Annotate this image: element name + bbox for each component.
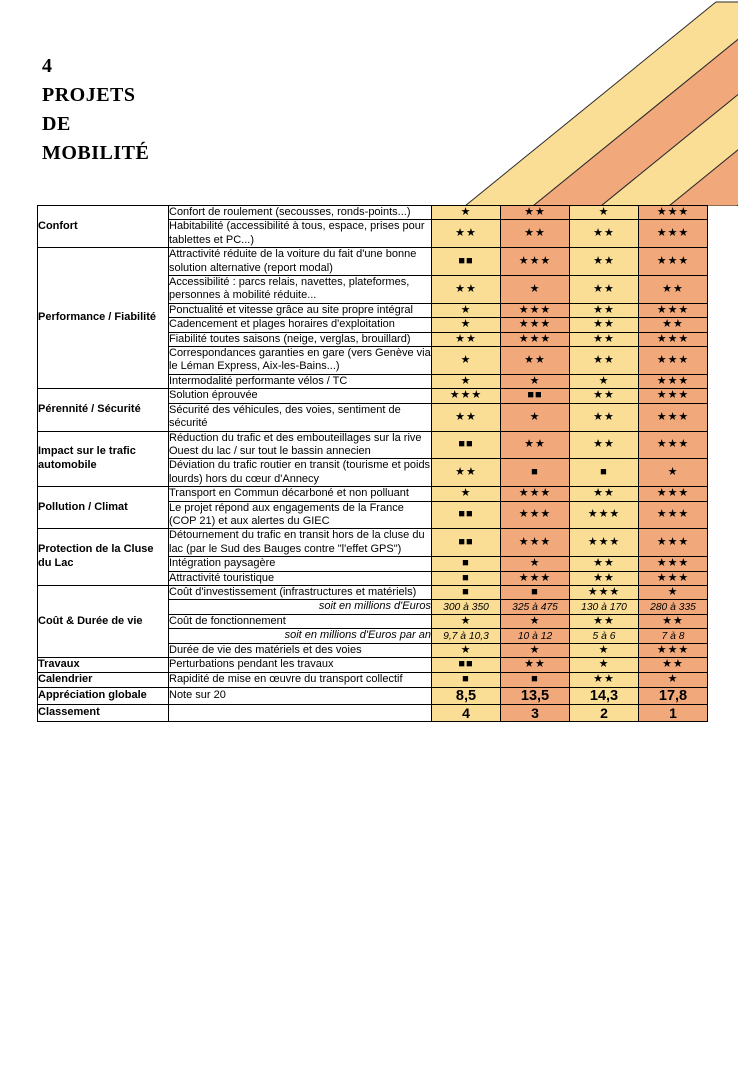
score-value: ★★ [593,389,615,402]
score-cell [432,431,501,459]
score-value: ★★ [455,332,477,345]
score-value: ★ [460,614,472,627]
score-value: ★★ [593,410,615,423]
score-cell [432,658,501,673]
category-label: Confort [38,206,169,248]
score-value: ★★ [524,438,546,451]
criterion-label: Ponctualité et vitesse grâce au site propre intégral [169,303,432,317]
score-cell [501,571,570,585]
score-cell [501,220,570,248]
score-value: ★★ [524,227,546,240]
score-value: ★★ [662,614,684,627]
score-value: ■■ [527,389,543,402]
score-value: ★★★ [518,571,552,584]
score-cell [432,643,501,657]
score-value: ■ [462,557,470,570]
score-cell [432,529,501,557]
score-cell [501,487,570,501]
score-cell [570,276,639,304]
score-cell [570,629,639,643]
criterion-label: Rapidité de mise en œuvre du transport collectif [169,672,432,687]
score-cell [501,374,570,388]
score-cell [639,389,708,403]
score-value: 1 [669,704,677,721]
score-cell [570,403,639,431]
criterion-label: Coût d'investissement (infrastructures et matériels) [169,585,432,599]
score-cell [639,248,708,276]
category-label: Appréciation globale [38,687,169,704]
score-cell [639,672,708,687]
score-value: ★★★ [518,255,552,268]
score-cell [570,248,639,276]
score-value: ★ [598,643,610,656]
score-cell [639,704,708,721]
score-value: 17,8 [658,687,688,704]
score-value: ★★★ [656,304,690,317]
score-value: ★★★ [656,557,690,570]
score-value: ★★★ [518,318,552,331]
score-cell [432,318,501,332]
score-value: ★ [598,658,610,671]
score-cell [570,332,639,346]
score-cell [432,600,501,614]
score-cell [639,431,708,459]
score-cell [501,403,570,431]
category-label: Calendrier [38,672,169,687]
score-cell [570,318,639,332]
score-cell [432,557,501,571]
score-value: ★ [667,466,679,479]
criterion-label: Détournement du trafic en transit hors de la cluse du lac (par le Sud des Bauges contre "l'effet GPS") [169,529,432,557]
score-value: ★★ [662,658,684,671]
score-cell [501,248,570,276]
score-value: ★★★ [656,487,690,500]
score-cell [432,614,501,628]
criterion-label: Durée de vie des matériels et des voies [169,643,432,657]
score-cell [639,332,708,346]
score-cell [501,600,570,614]
criterion-label: soit en millions d'Euros par an [169,629,432,643]
score-cell [639,643,708,657]
score-cell [639,614,708,628]
score-cell [570,529,639,557]
score-cell [432,501,501,529]
score-cell [570,389,639,403]
score-value: ★★ [455,466,477,479]
score-value: 325 à 475 [512,602,558,614]
score-value: 4 [462,704,470,721]
score-cell [501,501,570,529]
score-cell [501,303,570,317]
score-cell [501,332,570,346]
score-cell [501,206,570,220]
criterion-label: Intermodalité performante vélos / TC [169,374,432,388]
score-cell [639,600,708,614]
criterion-label: Attractivité réduite de la voiture du fait d'une bonne solution alternative (report modal) [169,248,432,276]
score-cell [501,557,570,571]
score-value: ★★★ [656,375,690,388]
score-cell [501,704,570,721]
score-cell [570,585,639,599]
score-value: 9,7 à 10,3 [443,630,489,642]
title-line-3: DE [42,113,71,135]
score-cell [432,332,501,346]
score-value: ★ [529,282,541,295]
category-label: Travaux [38,658,169,673]
score-value: ★ [460,304,472,317]
table-row [38,658,708,673]
criterion-label: Confort de roulement (secousses, ronds-points...) [169,206,432,220]
category-label: Pérennité / Sécurité [38,389,169,431]
score-value: 7 à 8 [661,630,685,642]
score-value: ■■ [458,658,474,671]
score-cell [501,431,570,459]
score-value: ★★ [593,673,615,686]
score-cell [639,206,708,220]
score-cell [570,220,639,248]
table-row [38,704,708,721]
criterion-label: Correspondances garanties en gare (vers Genève via le Léman Express, Aix-les-Bains...) [169,347,431,373]
score-cell [639,501,708,529]
score-value: ★ [460,353,472,366]
score-cell [501,276,570,304]
score-cell [501,459,570,487]
score-value: ■ [462,586,470,599]
score-value: ★★ [455,410,477,423]
score-value: ★★ [662,318,684,331]
score-value: ★★ [593,227,615,240]
score-value: ★★★ [518,304,552,317]
diagonal-column-header [0,0,738,206]
score-cell [639,459,708,487]
score-cell [501,658,570,673]
score-value: ★★★ [449,389,483,402]
score-value: ★ [460,318,472,331]
score-value: ★★★ [656,255,690,268]
score-cell [570,571,639,585]
table-row [38,389,708,403]
score-value: 130 à 170 [581,602,627,614]
score-cell [501,389,570,403]
score-cell [639,347,708,375]
score-value: 10 à 12 [517,630,553,642]
score-cell [432,206,501,220]
criterion-label: Transport en Commun décarboné et non polluant [169,487,432,501]
score-value: ★★★ [587,586,621,599]
score-value: ★★ [455,282,477,295]
score-value: ★ [529,557,541,570]
score-value: ★★ [593,318,615,331]
score-cell [570,704,639,721]
category-label: Impact sur le trafic automobile [38,431,169,487]
score-cell [639,571,708,585]
category-label: Pollution / Climat [38,487,169,529]
score-value: ★★★ [656,353,690,366]
score-value: ★★★ [518,332,552,345]
score-cell [501,643,570,657]
criterion-label: Habitabilité (accessibilité à tous, espace, prises pour tablettes et PC...) [169,220,432,248]
score-cell [639,220,708,248]
score-value: 280 à 335 [650,602,696,614]
score-cell [432,687,501,704]
criterion-label: Accessibilité : parcs relais, navettes, plateformes, personnes à mobilité réduite... [169,276,432,304]
score-value: ★ [529,614,541,627]
score-value: ■ [531,586,539,599]
score-value: ★★ [593,557,615,570]
score-cell [570,643,639,657]
table-row [38,487,708,501]
score-value: ★★ [593,614,615,627]
score-value: ★★ [593,571,615,584]
score-value: ■■ [458,438,474,451]
criterion-label: Fiabilité toutes saisons (neige, verglas, brouillard) [169,332,432,346]
score-cell [570,687,639,704]
criterion-label: Solution éprouvée [169,389,432,403]
score-cell [432,704,501,721]
score-cell [639,374,708,388]
score-cell [432,276,501,304]
score-value: 13,5 [520,687,550,704]
score-value: ★ [667,673,679,686]
score-cell [432,487,501,501]
score-value: ★★★ [518,487,552,500]
criterion-label: Sécurité des véhicules, des voies, sentiment de sécurité [169,403,432,431]
score-value: 3 [531,704,539,721]
score-value: ★★ [593,487,615,500]
score-cell [570,614,639,628]
score-cell [570,206,639,220]
score-value: ★★★ [518,508,552,521]
title-line-2: PROJETS [42,84,136,106]
score-value: ★★ [593,282,615,295]
score-value: ■■ [458,255,474,268]
table-row [38,585,708,599]
score-value: ★★★ [656,227,690,240]
score-value: ★★★ [656,508,690,521]
score-value: ★★ [524,353,546,366]
title-line-4: MOBILITÉ [42,142,150,164]
score-cell [639,557,708,571]
score-cell [570,347,639,375]
score-value: ★★★ [656,643,690,656]
score-cell [432,403,501,431]
score-value: ★ [529,643,541,656]
score-value: ★ [460,643,472,656]
score-cell [639,303,708,317]
score-cell [639,276,708,304]
criterion-label: Attractivité touristique [169,571,432,585]
score-value: ■■ [458,536,474,549]
score-value: ★★★ [656,410,690,423]
criterion-label: Déviation du trafic routier en transit (tourisme et poids lourds) hors du cœur d'Annecy [169,459,431,485]
category-label: Protection de la Cluse du Lac [38,529,169,586]
score-cell [501,318,570,332]
score-value: 8,5 [455,687,477,704]
table-row [38,672,708,687]
score-value: ■ [531,466,539,479]
score-value: ★★★ [656,389,690,402]
score-value: ★★ [593,304,615,317]
score-value: ★★ [593,438,615,451]
score-value: 300 à 350 [443,602,489,614]
comparison-table [37,205,708,722]
score-value: ★★ [593,255,615,268]
score-cell [570,487,639,501]
score-cell [501,585,570,599]
score-cell [639,585,708,599]
criterion-label [169,704,432,721]
score-cell [639,403,708,431]
score-value: ★★★ [656,536,690,549]
table-row [38,431,708,459]
criterion-label: Perturbations pendant les travaux [169,658,432,673]
score-cell [570,658,639,673]
score-value: ★ [667,586,679,599]
criterion-label: Note sur 20 [169,687,432,704]
score-value: 2 [600,704,608,721]
score-value: 5 à 6 [592,630,616,642]
table-row [38,248,708,276]
title-line-1: 4 [42,55,53,77]
score-cell [432,571,501,585]
score-cell [501,629,570,643]
score-value: ★ [529,410,541,423]
score-cell [432,347,501,375]
score-cell [432,374,501,388]
score-value: ■ [531,673,539,686]
score-cell [639,529,708,557]
score-value: ■ [600,466,608,479]
score-value: ★★★ [518,536,552,549]
score-cell [501,529,570,557]
score-value: ★ [598,375,610,388]
score-value: ★★★ [587,508,621,521]
score-value: ■ [462,673,470,686]
score-cell [639,687,708,704]
score-value: ★★ [593,353,615,366]
score-value: ★★ [455,227,477,240]
criterion-label: Réduction du trafic et des embouteillages sur la rive Ouest du lac / sur tout le bassin annecien [169,431,432,459]
score-cell [570,600,639,614]
score-cell [432,459,501,487]
score-value: ★ [460,487,472,500]
score-cell [570,374,639,388]
score-cell [570,557,639,571]
category-label: Classement [38,704,169,721]
score-cell [432,389,501,403]
category-label: Performance / Fiabilité [38,248,169,389]
score-cell [570,459,639,487]
table-row [38,687,708,704]
score-cell [570,303,639,317]
score-value: ★★★ [656,206,690,219]
score-value: ★★★ [587,536,621,549]
category-label: Coût & Durée de vie [38,585,169,657]
criterion-label: Cadencement et plages horaires d'exploitation [169,318,432,332]
score-value: ★★ [662,282,684,295]
score-value: ★★★ [656,438,690,451]
criterion-label: Le projet répond aux engagements de la France (COP 21) et aux alertes du GIEC [169,501,432,529]
score-value: ■■ [458,508,474,521]
score-cell [639,318,708,332]
score-cell [570,501,639,529]
score-cell [432,248,501,276]
score-value: ★ [598,206,610,219]
table-row [38,206,708,220]
score-cell [432,303,501,317]
score-cell [432,220,501,248]
table-body [38,206,708,722]
score-value: 14,3 [589,687,619,704]
table-row [38,529,708,557]
score-value: ★★ [524,658,546,671]
score-value: ★★ [593,332,615,345]
score-cell [570,431,639,459]
score-value: ★★★ [656,332,690,345]
score-cell [501,347,570,375]
criterion-label: Coût de fonctionnement [169,614,432,628]
score-value: ★★ [524,206,546,219]
score-value: ★ [460,375,472,388]
score-value: ★ [460,206,472,219]
score-cell [501,614,570,628]
score-cell [501,687,570,704]
score-cell [639,487,708,501]
criterion-label: soit en millions d'Euros [169,600,432,614]
score-cell [639,658,708,673]
score-cell [570,672,639,687]
score-cell [639,629,708,643]
score-value: ■ [462,571,470,584]
score-cell [432,672,501,687]
score-cell [432,629,501,643]
score-cell [501,672,570,687]
score-value: ★★★ [656,571,690,584]
criterion-label: Intégration paysagère [169,557,432,571]
score-cell [432,585,501,599]
score-value: ★ [529,375,541,388]
